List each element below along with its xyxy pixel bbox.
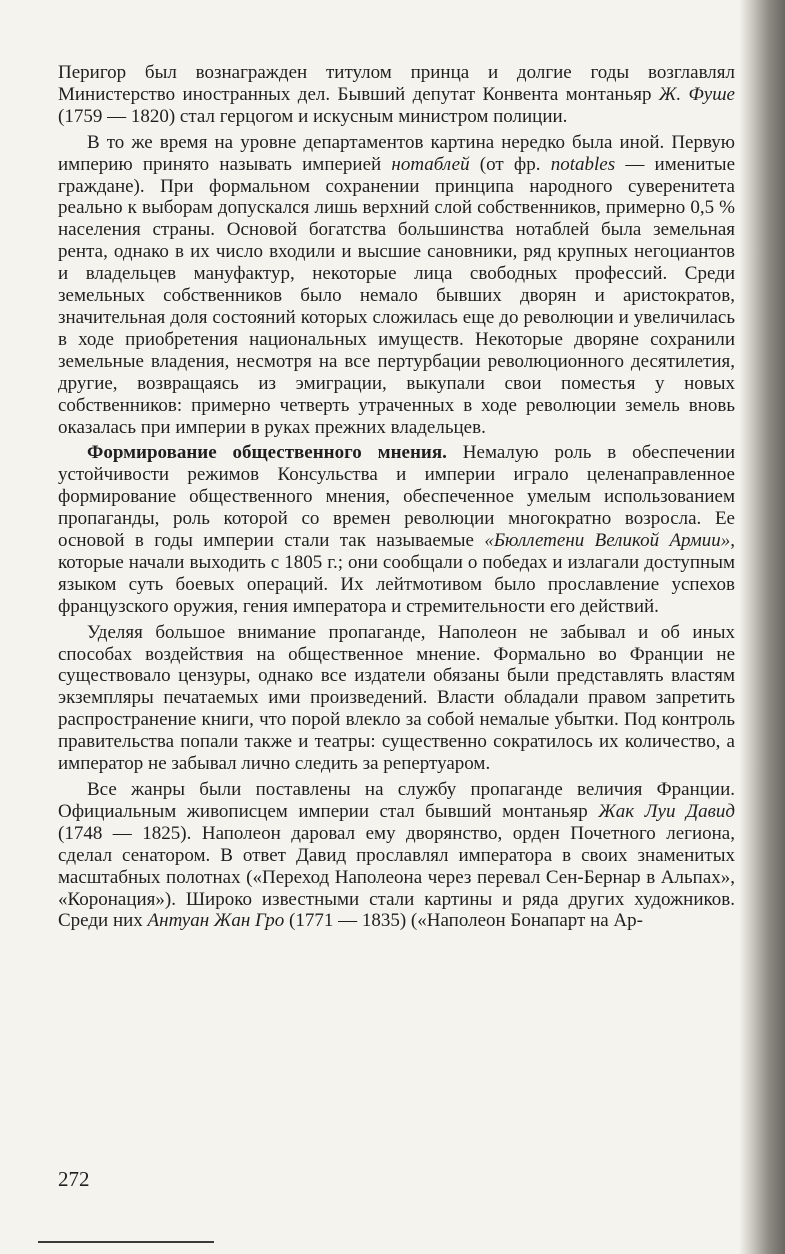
paragraph-1-name-fouche: Ж. Фуше [658,83,735,105]
paragraph-5-text-3: (1771 — 1835) («Наполеон Бонапарт на Ар- [284,910,643,932]
body-text [58,62,735,932]
paragraph-4 [58,622,735,775]
paragraph-2-text-2: (от фр. [469,153,551,175]
paragraph-3-text-1: Немалую роль в обеспечении устойчивости режимов Консульства и империи играло целенаправленное формирование общественного мнения, обеспеченное умелым использованием пропаганды, роль которой со времен революции многократно возросла. Ее основой в годы империи стали так называемые [58,442,735,552]
paragraph-5-name-david: Жак Луи Давид [598,800,735,822]
paragraph-2-term-notables-ru: нотаблей [391,153,470,175]
paragraph-3-text-2: , которые начали выходить с 1805 г.; они сообщали о победах и излагали доступным языком суть боевых операций. Их лейтмотивом было прославление успехов французского оружия, гения императора и стремительности его действий. [58,530,735,617]
page-spine-shadow [739,0,785,1254]
paragraph-2 [58,132,735,439]
paragraph-1-text-2: (1759 — 1820) стал герцогом и искусным министром полиции. [58,105,568,127]
paragraph-5-name-gros: Антуан Жан Гро [147,910,285,932]
page-number: 272 [58,1167,90,1191]
paragraph-4-text: Уделяя большое внимание пропаганде, Наполеон не забывал и об иных способах воздействия на общественное мнение. Формально во Франции не существовало цензуры, однако все издатели обязаны были представлять властям экземпляры печатаемых ими произведений. Власти обладали правом запретить распространение книги, что порой влекло за собой немалые убытки. Под контроль правительства попали также и театры: существенно сократилось их количество, а император не забывал лично следить за репертуаром. [58,621,735,775]
paragraph-1 [58,62,735,128]
paragraph-1-text-1: Перигор был вознагражден титулом принца и долгие годы возглавлял Министерство иностранных дел. Бывший депутат Конвента монтаньяр [58,62,735,105]
bottom-rule [38,1241,214,1243]
paragraph-2-term-notables-fr: notables [550,153,616,175]
paragraph-2-text-1: В то же время на уровне департаментов картина нередко была иной. Первую империю принято называть империей [58,131,735,175]
paragraph-5-text-2: (1748 — 1825). Наполеон даровал ему дворянство, орден Почетного легиона, сделал сенатором. В ответ Давид прославлял императора в своих знаменитых масштабных полотнах («Переход Наполеона через перевал Сен-Бернар в Альпах», «Коронация»). Широко известными стали картины и ряда других художников. Среди них [58,822,735,932]
paragraph-3 [58,442,735,617]
paragraph-2-text-3: — именитые граждане). При формальном сохранении принципа народного суверенитета реально к выборам допускался лишь верхний слой собственников, примерно 0,5 % населения страны. Основой богатства большинства нотаблей была земельная рента, однако в их число входили и высшие сановники, ряд крупных негоциантов и владельцев мануфактур, некоторые лица свободных профессий. Среди земельных собственников было немало бывших дворян и аристократов, значительная доля состояний которых сложилась еще до революции и увеличилась в ходе приобретения национальных имуществ. Некоторые дворяне сохранили земельные владения, несмотря на все пертурбации революционного десятилетия, другие, возвращаясь из эмиграции, выкупали свои поместья у новых собственников: примерно четверть утраченных в ходе революции земель вновь оказалась при империи в руках прежних владельцев. [58,153,736,438]
paragraph-5 [58,779,735,932]
paragraph-5-text-1: Все жанры были поставлены на службу пропаганде величия Франции. Официальным живописцем империи стал бывший монтаньяр [58,779,735,822]
paragraph-3-bulletins-title: «Бюллетени Великой Армии» [484,530,731,552]
section-heading: Формирование общественного мнения. [87,442,447,464]
